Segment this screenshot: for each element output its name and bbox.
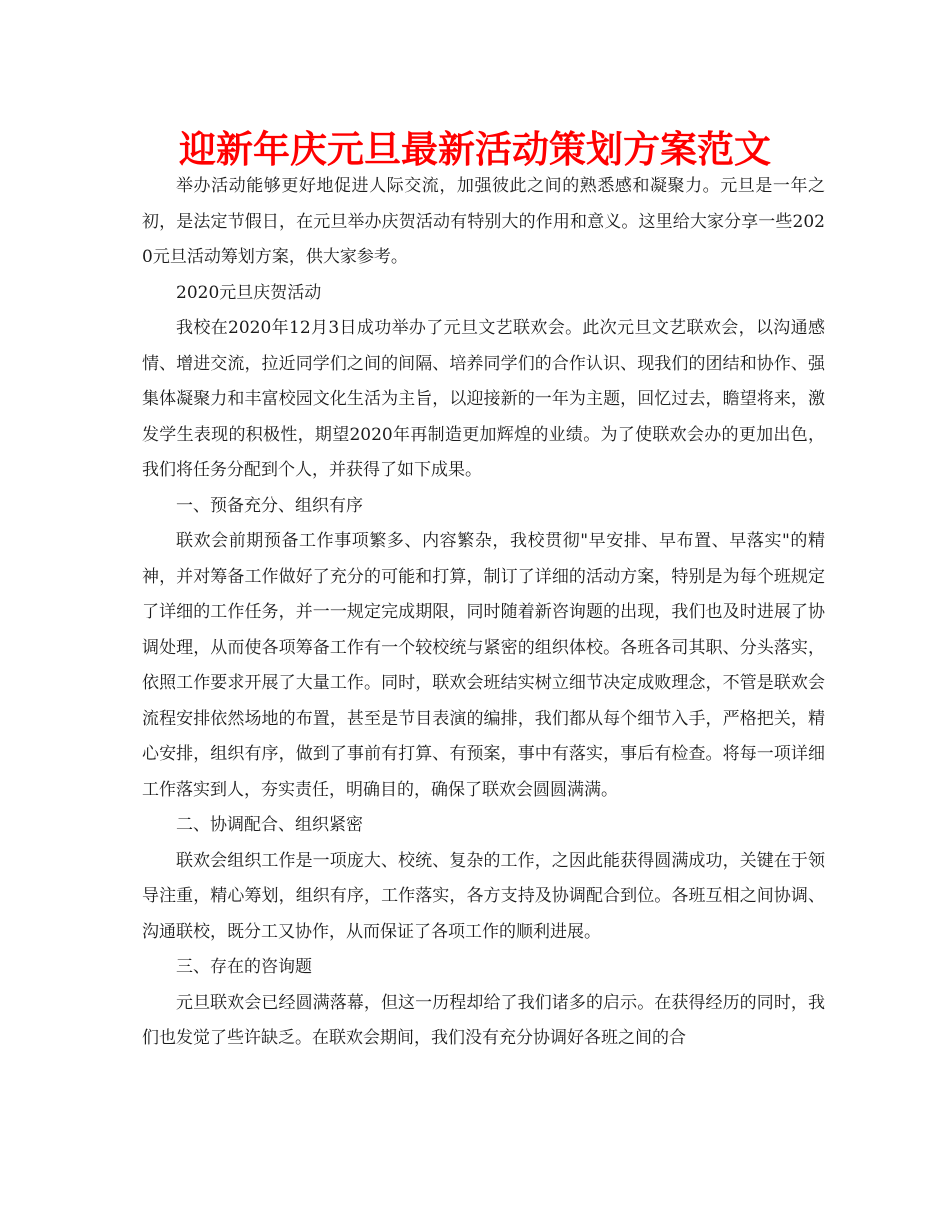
paragraph-preparation: 联欢会前期预备工作事项繁多、内容繁杂，我校贯彻"早安排、早布置、早落实"的精神，并对筹备工作做好了充分的可能和打算，制订了详细的活动方案，特别是为每个班规定了详细的工作任务，并一一规定完成期限，同时随着新咨询题的出现，我们也及时进展了协调处理，从而使各项筹备工作有一个较校统与紧密的组织体校。各班各司其职、分头落实，依照工作要求开展了大量工作。同时，联欢会班结实树立细节决定成败理念，不管是联欢会流程安排依然场地的布置，甚至是节目表演的编排，我们都从每个细节入手，严格把关，精心安排，组织有序，做到了事前有打算、有预案，事中有落实，事后有检查。将每一项详细工作落实到人，夯实责任，明确目的，确保了联欢会圆圆满满。 (142, 531, 825, 800)
document-title: 迎新年庆元旦最新活动策划方案范文 (179, 128, 771, 171)
document-body (142, 169, 825, 1057)
paragraph-activity-summary: 我校在2020年12月3日成功举办了元旦文艺联欢会。此次元旦文艺联欢会，以沟通感情、增进交流，拉近同学们之间的间隔、培养同学们的合作认识、现我们的团结和协作、强集体凝聚力和丰富校园文化生活为主旨，以迎接新的一年为主题，回忆过去，瞻望将来，激发学生表现的积极性，期望2020年再制造更加辉煌的业绩。为了使联欢会办的更加出色，我们将任务分配到个人，并获得了如下成果。 (142, 318, 825, 480)
paragraph-coordination: 联欢会组织工作是一项庞大、校统、复杂的工作，之因此能获得圆满成功，关键在于领导注重，精心筹划，组织有序，工作落实，各方支持及协调配合到位。各班互相之间协调、沟通联校，既分工又协作，从而保证了各项工作的顺利进展。 (142, 850, 825, 942)
section-heading-activity: 2020元旦庆贺活动 (176, 282, 322, 303)
section-heading-preparation: 一、预备充分、组织有序 (176, 495, 363, 516)
paragraph-intro: 举办活动能够更好地促进人际交流，加强彼此之间的熟悉感和凝聚力。元旦是一年之初，是法定节假日，在元旦举办庆贺活动有特别大的作用和意义。这里给大家分享一些2020元旦活动筹划方案，供大家参考。 (142, 176, 825, 267)
paragraph-problems: 元旦联欢会已经圆满落幕，但这一历程却给了我们诸多的启示。在获得经历的同时，我们也发觉了些许缺乏。在联欢会期间，我们没有充分协调好各班之间的合 (142, 992, 825, 1048)
section-heading-coordination: 二、协调配合、组织紧密 (176, 815, 363, 835)
section-heading-problems: 三、存在的咨询题 (176, 957, 312, 977)
